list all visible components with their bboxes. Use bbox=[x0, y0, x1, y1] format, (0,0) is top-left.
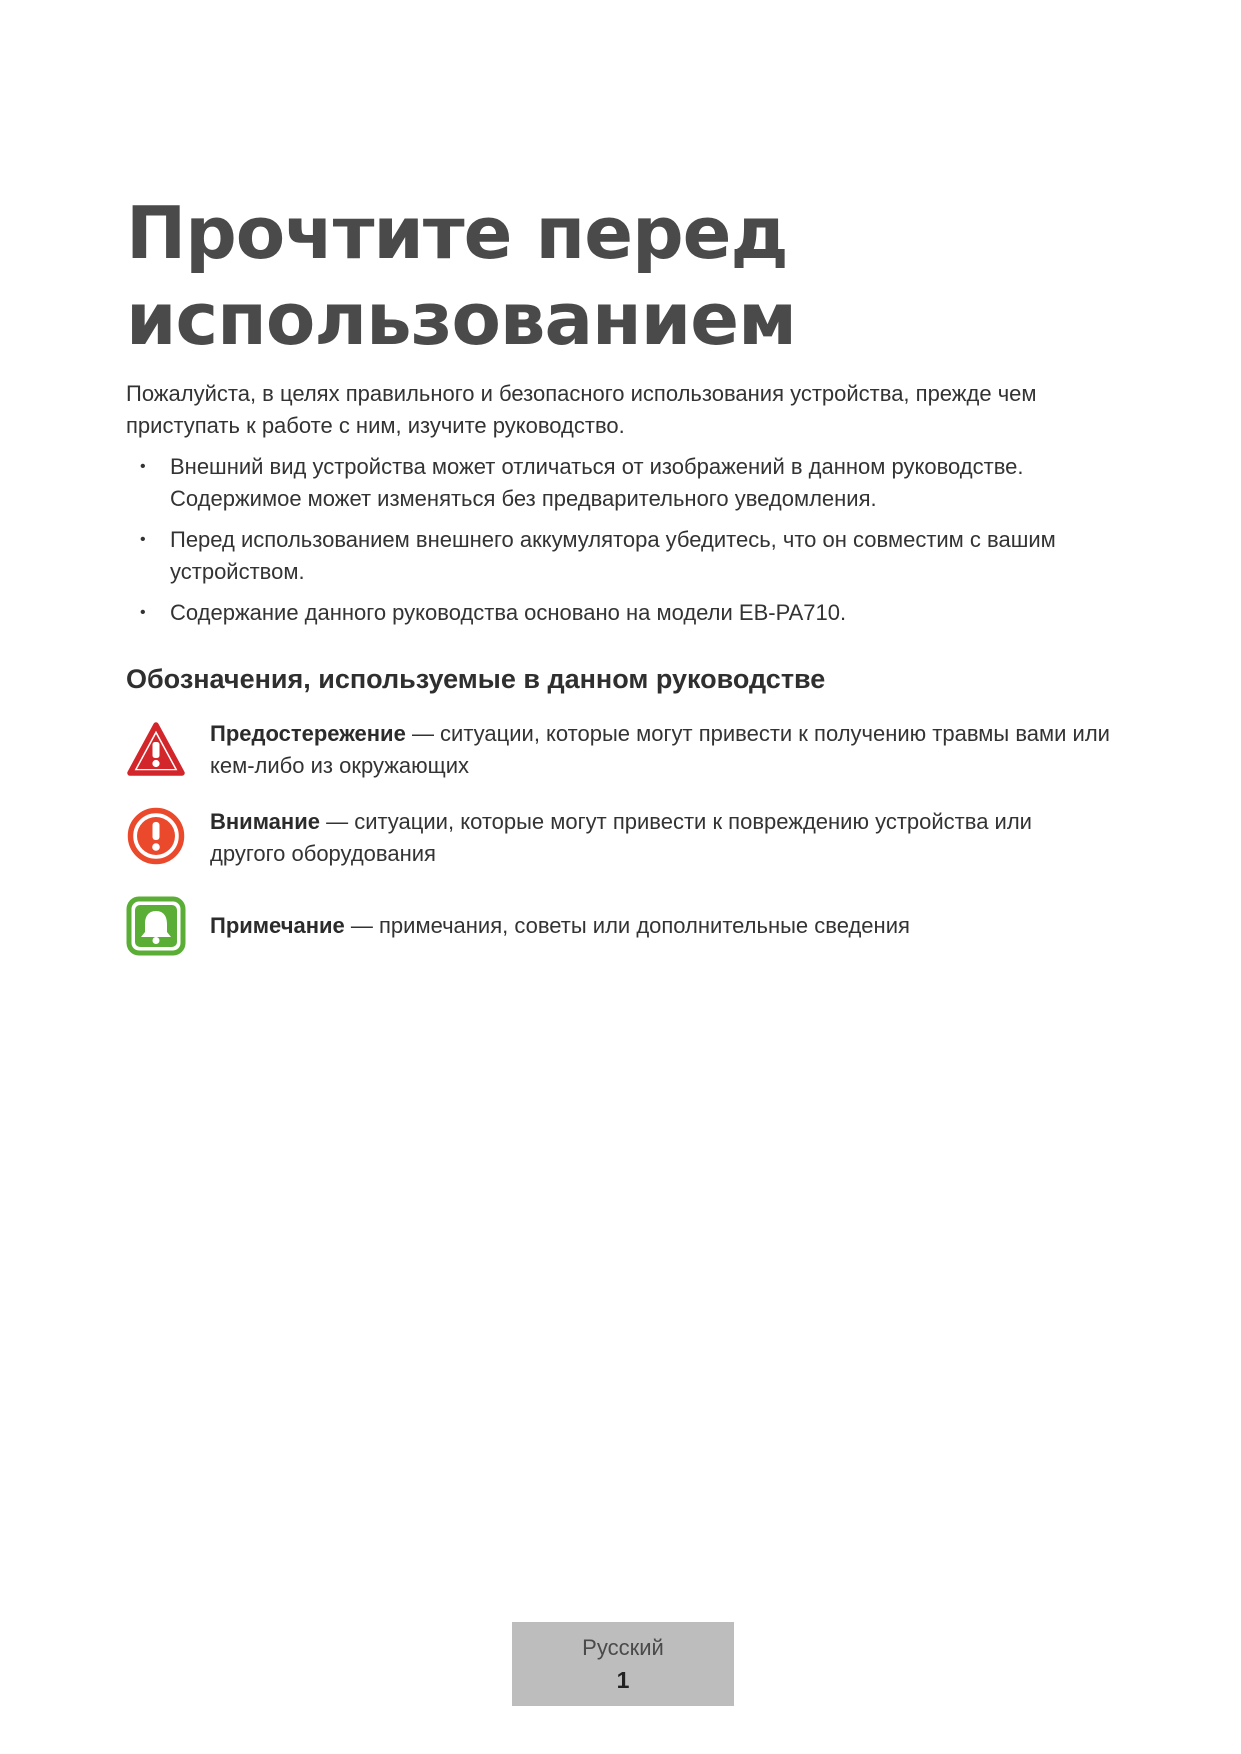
page-title-line-1: Прочтите перед bbox=[126, 191, 788, 275]
list-item bbox=[126, 597, 1106, 629]
intro-paragraph: Пожалуйста, в целях правильного и безопасного использования устройства, прежде чем приступать к работе с ним, изучите руководство. bbox=[126, 381, 1037, 438]
section-heading: Обозначения, используемые в данном руководстве bbox=[126, 664, 826, 694]
page-number: 1 bbox=[616, 1667, 630, 1693]
bullet-icon: • bbox=[140, 604, 146, 621]
legend-term: Примечание bbox=[210, 913, 345, 938]
bullet-icon: • bbox=[140, 458, 146, 475]
list-item-text: Перед использованием внешнего аккумулятора убедитесь, что он совместим с вашим устройством. bbox=[170, 527, 1056, 584]
list-item bbox=[126, 524, 1106, 588]
page-title-line-2: использованием bbox=[126, 277, 796, 361]
warning-triangle-icon bbox=[126, 720, 186, 780]
legend-description: — примечания, советы или дополнительные сведения bbox=[344, 913, 910, 938]
list-item-text: Содержание данного руководства основано на модели EB-PA710. bbox=[170, 600, 847, 625]
footer-language: Русский bbox=[582, 1635, 664, 1660]
caution-circle-icon bbox=[126, 806, 186, 866]
legend-note-text bbox=[210, 910, 1110, 942]
page-footer bbox=[512, 1622, 734, 1706]
legend-term: Предостережение bbox=[210, 721, 406, 746]
note-bell-icon bbox=[126, 896, 186, 956]
list-item-text: Внешний вид устройства может отличаться от изображений в данном руководстве. Содержимое может изменяться без предварительного уведомления. bbox=[170, 454, 1024, 511]
legend-description: — ситуации, которые могут привести к повреждению устройства или другого оборудования bbox=[210, 809, 1032, 866]
bullet-icon: • bbox=[140, 531, 146, 548]
legend-description: — ситуации, которые могут привести к получению травмы вами или кем-либо из окружающих bbox=[210, 721, 1110, 778]
legend-caution-text bbox=[210, 806, 1110, 870]
legend-warning-text bbox=[210, 718, 1110, 782]
list-item bbox=[126, 451, 1106, 515]
page-title bbox=[126, 190, 1026, 362]
notice-list bbox=[126, 451, 1106, 638]
legend-term: Внимание bbox=[210, 809, 320, 834]
